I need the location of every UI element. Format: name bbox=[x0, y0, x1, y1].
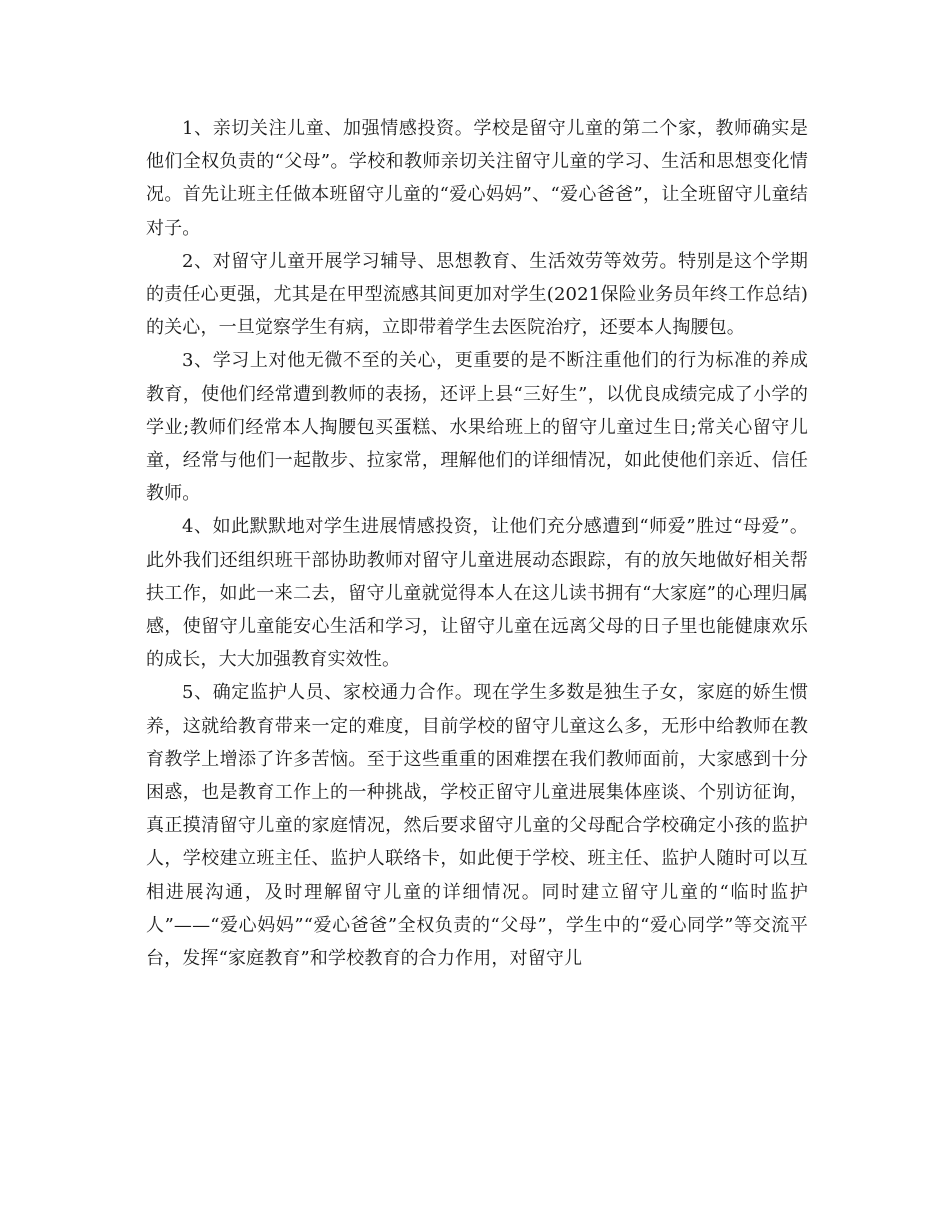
paragraph-4: 4、如此默默地对学生进展情感投资，让他们充分感遭到“师爱”胜过“母爱”。此外我们还组织班干部协助教师对留守儿童进展动态跟踪，有的放矢地做好相关帮扶工作，如此一来二去，留守儿童就觉得本人在这儿读书拥有“大家庭”的心理归属感，使留守儿童能安心生活和学习，让留守儿童在远离父母的日子里也能健康欢乐的成长，大大加强教育实效性。 bbox=[146, 516, 808, 671]
paragraph-2: 2、对留守儿童开展学习辅导、思想教育、生活效劳等效劳。特别是这个学期的责任心更强，尤其是在甲型流感其间更加对学生(2021保险业务员年终工作总结)的关心，一旦觉察学生有病，立即带着学生去医院治疗，还要本人掏腰包。 bbox=[146, 250, 808, 339]
paragraph-3: 3、学习上对他无微不至的关心，更重要的是不断注重他们的行为标准的养成教育，使他们经常遭到教师的表扬，还评上县“三好生”，以优良成绩完成了小学的学业;教师们经常本人掏腰包买蛋糕、水果给班上的留守儿童过生日;常关心留守儿童，经常与他们一起散步、拉家常，理解他们的详细情况，如此使他们亲近、信任教师。 bbox=[146, 350, 808, 505]
paragraph-1: 1、亲切关注儿童、加强情感投资。学校是留守儿童的第二个家，教师确实是他们全权负责的“父母”。学校和教师亲切关注留守儿童的学习、生活和思想变化情况。首先让班主任做本班留守儿童的“爱心妈妈”、“爱心爸爸”，让全班留守儿童结对子。 bbox=[146, 118, 808, 239]
paragraph-5: 5、确定监护人员、家校通力合作。现在学生多数是独生子女，家庭的娇生惯养，这就给教育带来一定的难度，目前学校的留守儿童这么多，无形中给教师在教育教学上增添了许多苦恼。至于这些重重的困难摆在我们教师面前，大家感到十分困惑，也是教育工作上的一种挑战，学校正留守儿童进展集体座谈、个别访征询，真正摸清留守儿童的家庭情况，然后要求留守儿童的父母配合学校确定小孩的监护人，学校建立班主任、监护人联络卡，如此便于学校、班主任、监护人随时可以互相进展沟通，及时理解留守儿童的详细情况。同时建立留守儿童的“临时监护人”——“爱心妈妈”“爱心爸爸”全权负责的“父母”，学生中的“爱心同学”等交流平台，发挥“家庭教育”和学校教育的合力作用，对留守儿 bbox=[146, 682, 808, 970]
document-body bbox=[146, 112, 808, 975]
